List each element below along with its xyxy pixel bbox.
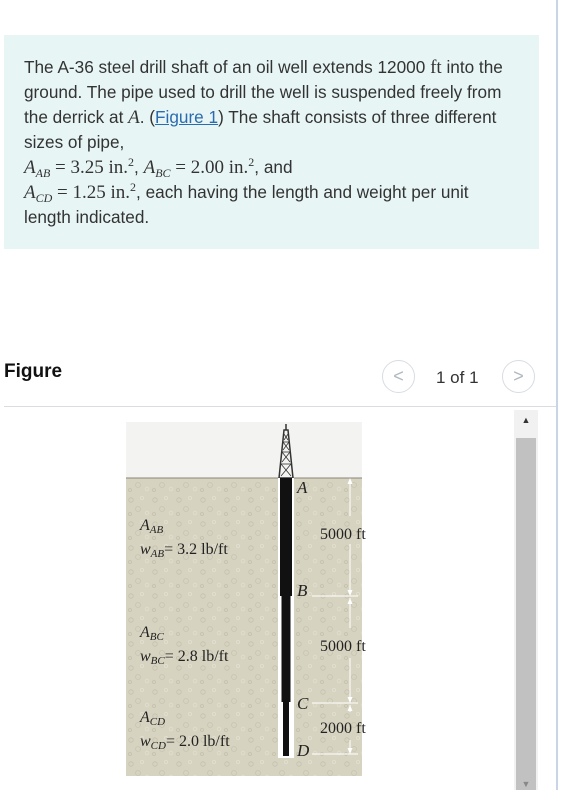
area-cd-label: ACD xyxy=(140,709,166,728)
and-text: , and xyxy=(254,157,293,177)
scroll-thumb[interactable] xyxy=(516,438,536,790)
chevron-right-icon: > xyxy=(513,366,524,386)
figure-divider xyxy=(4,406,556,407)
length-cd-label: 2000 ft xyxy=(320,720,366,737)
figure-1-link[interactable]: Figure 1 xyxy=(155,107,219,127)
problem-text-4: ) The shaft consists of three different sizes of pipe, xyxy=(24,107,497,152)
shaft-segment-ab xyxy=(280,478,292,596)
weight-cd-label: wCD= 2.0 lb/ft xyxy=(140,733,230,752)
area-bc-label: ABC xyxy=(140,624,164,643)
area-cd-expression: $A_{CD} = 1.25$ in.$^2$ xyxy=(24,180,137,205)
point-b-label: B xyxy=(297,581,308,600)
panel-edge-line xyxy=(556,0,558,790)
area-ab-expression: $A_{AB} = 3.25$ in.$^2$ xyxy=(24,155,135,180)
point-c-label: C xyxy=(297,694,309,713)
length-ab-label: 5000 ft xyxy=(320,526,366,543)
scroll-down-arrow-icon[interactable]: ▼ xyxy=(521,779,531,789)
scroll-up-arrow-icon[interactable]: ▲ xyxy=(521,415,531,425)
figure-heading: Figure xyxy=(4,361,63,382)
chevron-left-icon: < xyxy=(393,366,404,386)
point-a-symbol: A xyxy=(128,107,140,128)
area-bc-expression: $A_{BC} = 2.00$ in.$^2$ xyxy=(143,155,255,180)
problem-text-2: into the ground. The pipe used to drill the well is suspended freely from the derrick at xyxy=(24,57,503,127)
sky-background xyxy=(126,422,362,478)
figure-page-count: 1 of 1 xyxy=(436,368,479,387)
problem-text-3: . ( xyxy=(139,107,156,127)
unit-ft: ft xyxy=(430,57,442,78)
previous-figure-button[interactable] xyxy=(382,360,415,393)
weight-bc-label: wBC= 2.8 lb/ft xyxy=(140,648,229,667)
problem-text-5: , each having the length and weight per unit length indicated. xyxy=(24,182,469,227)
next-figure-button[interactable] xyxy=(502,360,535,393)
area-ab-label: AAB xyxy=(140,517,164,536)
figure-scrollbar[interactable] xyxy=(514,410,538,790)
figure-image xyxy=(126,422,506,778)
problem-text-1: The A-36 steel drill shaft of an oil well extends 12000 xyxy=(24,57,431,77)
shaft-segment-bc xyxy=(282,596,291,702)
weight-ab-label: wAB= 3.2 lb/ft xyxy=(140,541,228,560)
point-a-label: A xyxy=(297,478,308,497)
shaft-segment-cd xyxy=(283,702,289,756)
point-d-label: D xyxy=(297,741,310,760)
length-bc-label: 5000 ft xyxy=(320,638,366,655)
problem-statement: The A-36 steel drill shaft of an oil well extends 12000 ft into the ground. The pipe used to drill the well is suspended freely from the derrick at A. (Figure 1) The shaft consists of three different sizes of pipe, $A_{AB} = 3.25$ in.$^2$, $A_{BC} = 2.00$ in.$^2$, and $A_{CD} = 1.25$ in.$^2$, each having the length and weight per unit length indicated. xyxy=(4,35,539,249)
